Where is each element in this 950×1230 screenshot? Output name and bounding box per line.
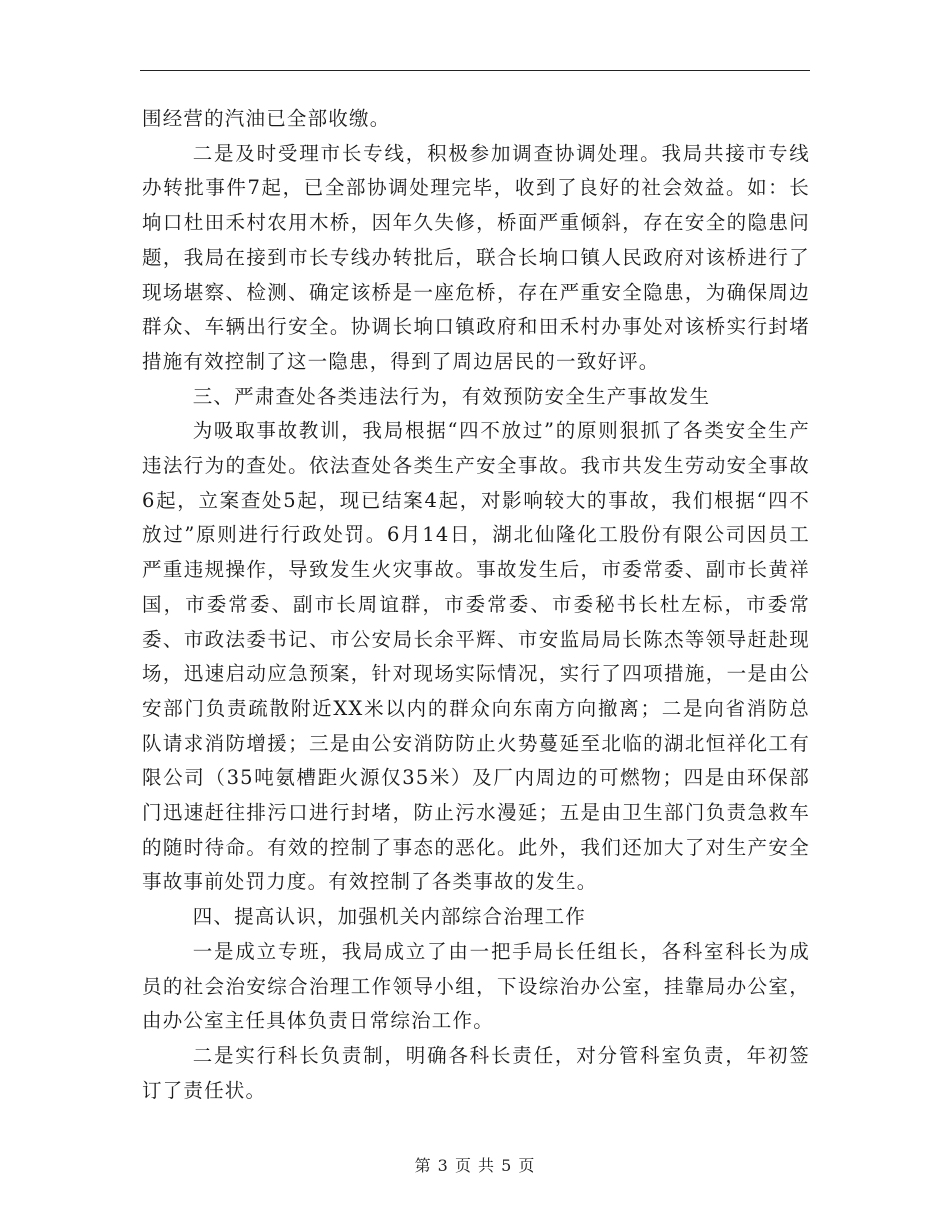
paragraph: 一是成立专班，我局成立了由一把手局长任组长，各科室科长为成员的社会治安综合治理工作领导小组，下设综治办公室，挂靠局办公室，由办公室主任具体负责日常综治工作。 [142, 939, 810, 1033]
document-body [142, 102, 810, 1108]
page-number: 第 3 页 共 5 页 [414, 1156, 536, 1175]
section-heading: 四、提高认识，加强机关内部综合治理工作 [192, 905, 586, 929]
header-rule [140, 70, 810, 71]
paragraph: 为吸取事故教训，我局根据“四不放过”的原则狠抓了各类安全生产违法行为的查处。依法查处各类生产安全事故。我市共发生劳动安全事故6起，立案查处5起，现已结案4起，对影响较大的事故，我们根据“四不放过”原则进行行政处罚。6月14日，湖北仙隆化工股份有限公司因员工严重违规操作，导致发生火灾事故。事故发生后，市委常委、副市长黄祥国，市委常委、副市长周谊群，市委常委、市委秘书长杜左标，市委常委、市政法委书记、市公安局长余平辉、市安监局局长陈杰等领导赶赴现场，迅速启动应急预案，针对现场实际情况，实行了四项措施，一是由公安部门负责疏散附近XX米以内的群众向东南方向撤离；二是向省消防总队请求消防增援；三是由公安消防防止火势蔓延至北临的湖北恒祥化工有限公司（35吨氨槽距火源仅35米）及厂内周边的可燃物；四是由环保部门迅速赶往排污口进行封堵，防止污水漫延；五是由卫生部门负责急救车的随时待命。有效的控制了事态的恶化。此外，我们还加大了对生产安全事故事前处罚力度。有效控制了各类事故的发生。 [142, 419, 810, 894]
paragraph: 二是实行科长负责制，明确各科长责任，对分管科室负责，年初签订了责任状。 [142, 1043, 810, 1102]
paragraph: 围经营的汽油已全部收缴。 [142, 107, 391, 130]
paragraph: 二是及时受理市长专线，积极参加调查协调处理。我局共接市专线办转批事件7起，已全部协调处理完毕，收到了良好的社会效益。如：长垧口杜田禾村农用木桥，因年久失修，桥面严重倾斜，存在安全的隐患问题，我局在接到市长专线办转批后，联合长垧口镇人民政府对该桥进行了现场堪察、检测、确定该桥是一座危桥，存在严重安全隐患，为确保周边群众、车辆出行安全。协调长垧口镇政府和田禾村办事处对该桥实行封堵措施有效控制了这一隐患，得到了周边居民的一致好评。 [142, 141, 810, 373]
section-heading: 三、严肃查处各类违法行为，有效预防安全生产事故发生 [192, 384, 711, 408]
